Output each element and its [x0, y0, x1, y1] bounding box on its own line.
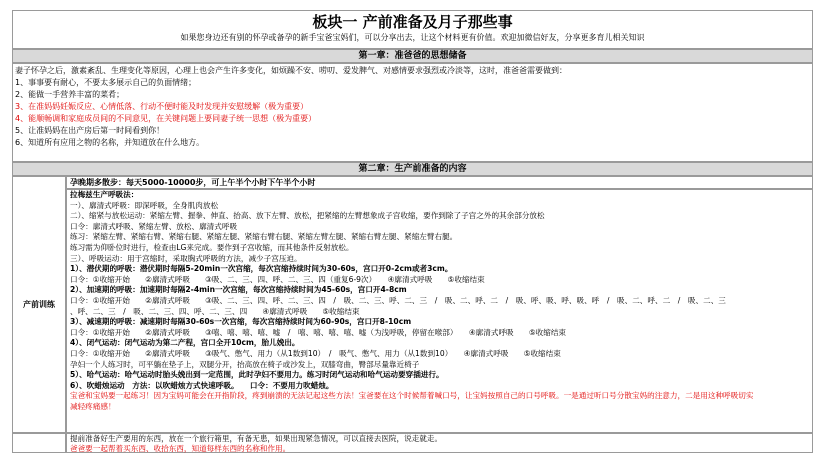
- training-line: 拉梅兹生产呼吸法：: [70, 190, 139, 199]
- training-line: 减轻疼痛感！: [70, 401, 116, 411]
- chapter1-body[interactable]: [12, 63, 813, 162]
- section-label-prenatal-training[interactable]: 产前训练: [12, 176, 66, 433]
- training-line: 二）、缩紧与放松运动：紧缩左臂、握拳、伸直、抬高、放下左臂、放松，把紧缩的左臂想象成子宫收缩，要作到除了子宫之外的其余部分放松: [70, 211, 545, 221]
- training-line: 5）、哈气运动：哈气运动时胎头娩出到一定范围，此时孕妇不要用力。练习时闭气运动和哈气运动要穿插进行。: [70, 370, 444, 380]
- page-subtitle: 如果您身边还有别的怀孕或备孕的新手宝爸宝妈们，可以分享出去，让这个材料更有价值。欢迎加微信好友，分享更多育儿相关知识: [180, 33, 645, 42]
- chapter1-line: 1、事事要有耐心，不要太多展示自己的负面情绪；: [15, 78, 197, 87]
- training-line: 6）、吹蜡烛运动 方法：以吹蜡烛方式快速呼吸。 口令：不要用力吹蜡烛。: [70, 380, 334, 390]
- section-label-empty[interactable]: [12, 433, 66, 453]
- training-line: 练习：紧缩左臂、紧缩右臂、紧缩右腿、紧缩左腿、紧缩右臂右腿、紧缩左臂左腿、紧缩右臂左腿、紧缩左臂右腿。: [70, 232, 458, 242]
- preparation-line: 爸爸要一起帮着买东西、收拾东西，知道每样东西的名称和作用。: [70, 443, 291, 453]
- training-line: 三）、呼吸运动：用于宫缩时，采取胸式呼吸的方法，减少子宫压迫。: [70, 253, 302, 263]
- training-line: 、呼、二、三 / 吸、二、三、四、呼、二、三、四 ④廓清式呼吸 ⑤收缩结束: [70, 306, 360, 316]
- title-block: [12, 10, 813, 49]
- training-line: 口令：①收缩开始 ②廓清式呼吸 ③吸、二、三、四、呼、二、三、四（重复6-9次） ④廓清式呼吸 ⑤收缩结束: [70, 274, 485, 284]
- training-line: 4）、闭气运动：闭气运动为第二产程，宫口全开10cm，胎儿娩出。: [70, 338, 300, 348]
- preparation-line: 提前准备好生产要用的东西，放在一个旅行箱里，有备无患，如果出现紧急情况，可以直接去医院，说走就走。: [70, 434, 443, 443]
- preparation-cell[interactable]: [66, 433, 813, 453]
- chapter1-header: 第一章：准爸爸的思想储备: [12, 49, 813, 63]
- chapter2-header: 第二章：生产前准备的内容: [12, 162, 813, 176]
- walking-tip-cell[interactable]: 孕晚期多散步：每天5000-10000步，可上午半个小时下午半个小时: [66, 176, 813, 189]
- chapter1-line: 4、能顺畅调和家庭成员间的不同意见，在关键问题上要同妻子统一思想（极为重要）: [15, 114, 317, 123]
- chapter1-line: 5、让准妈妈在出产房后第一时间看到你！: [15, 126, 165, 135]
- training-cell[interactable]: [66, 189, 813, 433]
- training-line: 口令：①收缩开始 ②廓清式呼吸 ③吸气、憋气、用力（从1数到10） / 吸气、憋气、用力（从1数到10） ④廓清式呼吸 ⑤收缩结束: [70, 348, 561, 358]
- chapter1-line: 2、能做一手营养丰富的菜肴；: [15, 90, 125, 99]
- training-line: 口令：廓清式呼吸、紧缩左臂、放松、廓清式呼吸: [70, 221, 238, 231]
- chapter1-line: 妻子怀孕之后，激素紊乱、生理变化等原因，心理上也会产生许多变化，如烦躁不安、唠叨、爱发脾气、对感情要求强烈或冷淡等，这时，准爸爸需要做到：: [15, 66, 567, 75]
- training-line: 3）、减速期的呼吸：减速期时每隔30-60s一次宫缩，每次宫缩持续时间为60-90s，宫口开8-10cm: [70, 317, 412, 327]
- training-line: 宝爸和宝妈要一起练习！因为宝妈可能会在开指阶段，疼到崩溃的无法记起这些方法！宝爸要在这个时候帮着喊口号，让宝妈按照自己的口号呼吸。一是通过听口号分散宝妈的注意力，二是用这种呼吸切实: [70, 391, 754, 401]
- training-line: 练习需为仰卧位时进行，检查由LG来完成。要作到子宫收缩，而其他条件反射放松。: [70, 242, 354, 252]
- chapter1-line: 3、在准妈妈妊娠反应、心情低落、行动不便时能及时发现并安慰缓解（极为重要）: [15, 102, 309, 111]
- training-line: 口令：①收缩开始 ②廓清式呼吸 ③嘻、嘻、嘻、嘻、嘘 / 嘻、嘻、嘻、嘻、嘘（为浅呼吸，停留在喉部） ④廓清式呼吸 ⑤收缩结束: [70, 327, 567, 337]
- training-line: 2）、加速期的呼吸：加速期时每隔2-4min一次宫缩，每次宫缩持续时间为45-60s，宫口开4-8cm: [70, 285, 407, 295]
- chapter1-line: 6、知道所有应用之物的名称，并知道放在什么地方。: [15, 138, 205, 147]
- training-line: 一）、廓清式呼吸：即深呼吸，全身肌肉放松: [70, 200, 219, 210]
- training-line: 1）、潜伏期的呼吸：潜伏期时每隔5-20min一次宫缩，每次宫缩持续时间为30-60s，宫口开0-2cm或者3cm。: [70, 264, 453, 274]
- page-title: 板块一 产前准备及月子那些事: [312, 13, 513, 31]
- spreadsheet-sheet: [12, 10, 813, 453]
- training-line: 口令：①收缩开始 ②廓清式呼吸 ③吸、二、三、四、呼、二、三、四 / 吸、二、三、呼、二、三 / 吸、二、呼、二 / 吸、呼、吸、呼、吸、呼 / 吸、二、呼、二 / 吸、二、三: [70, 295, 726, 305]
- training-line: 孕妇一个人练习时，可平躺在垫子上，双腿分开，抬高放在椅子或沙发上，双膝弯曲，臀部尽量靠近椅子: [70, 359, 420, 369]
